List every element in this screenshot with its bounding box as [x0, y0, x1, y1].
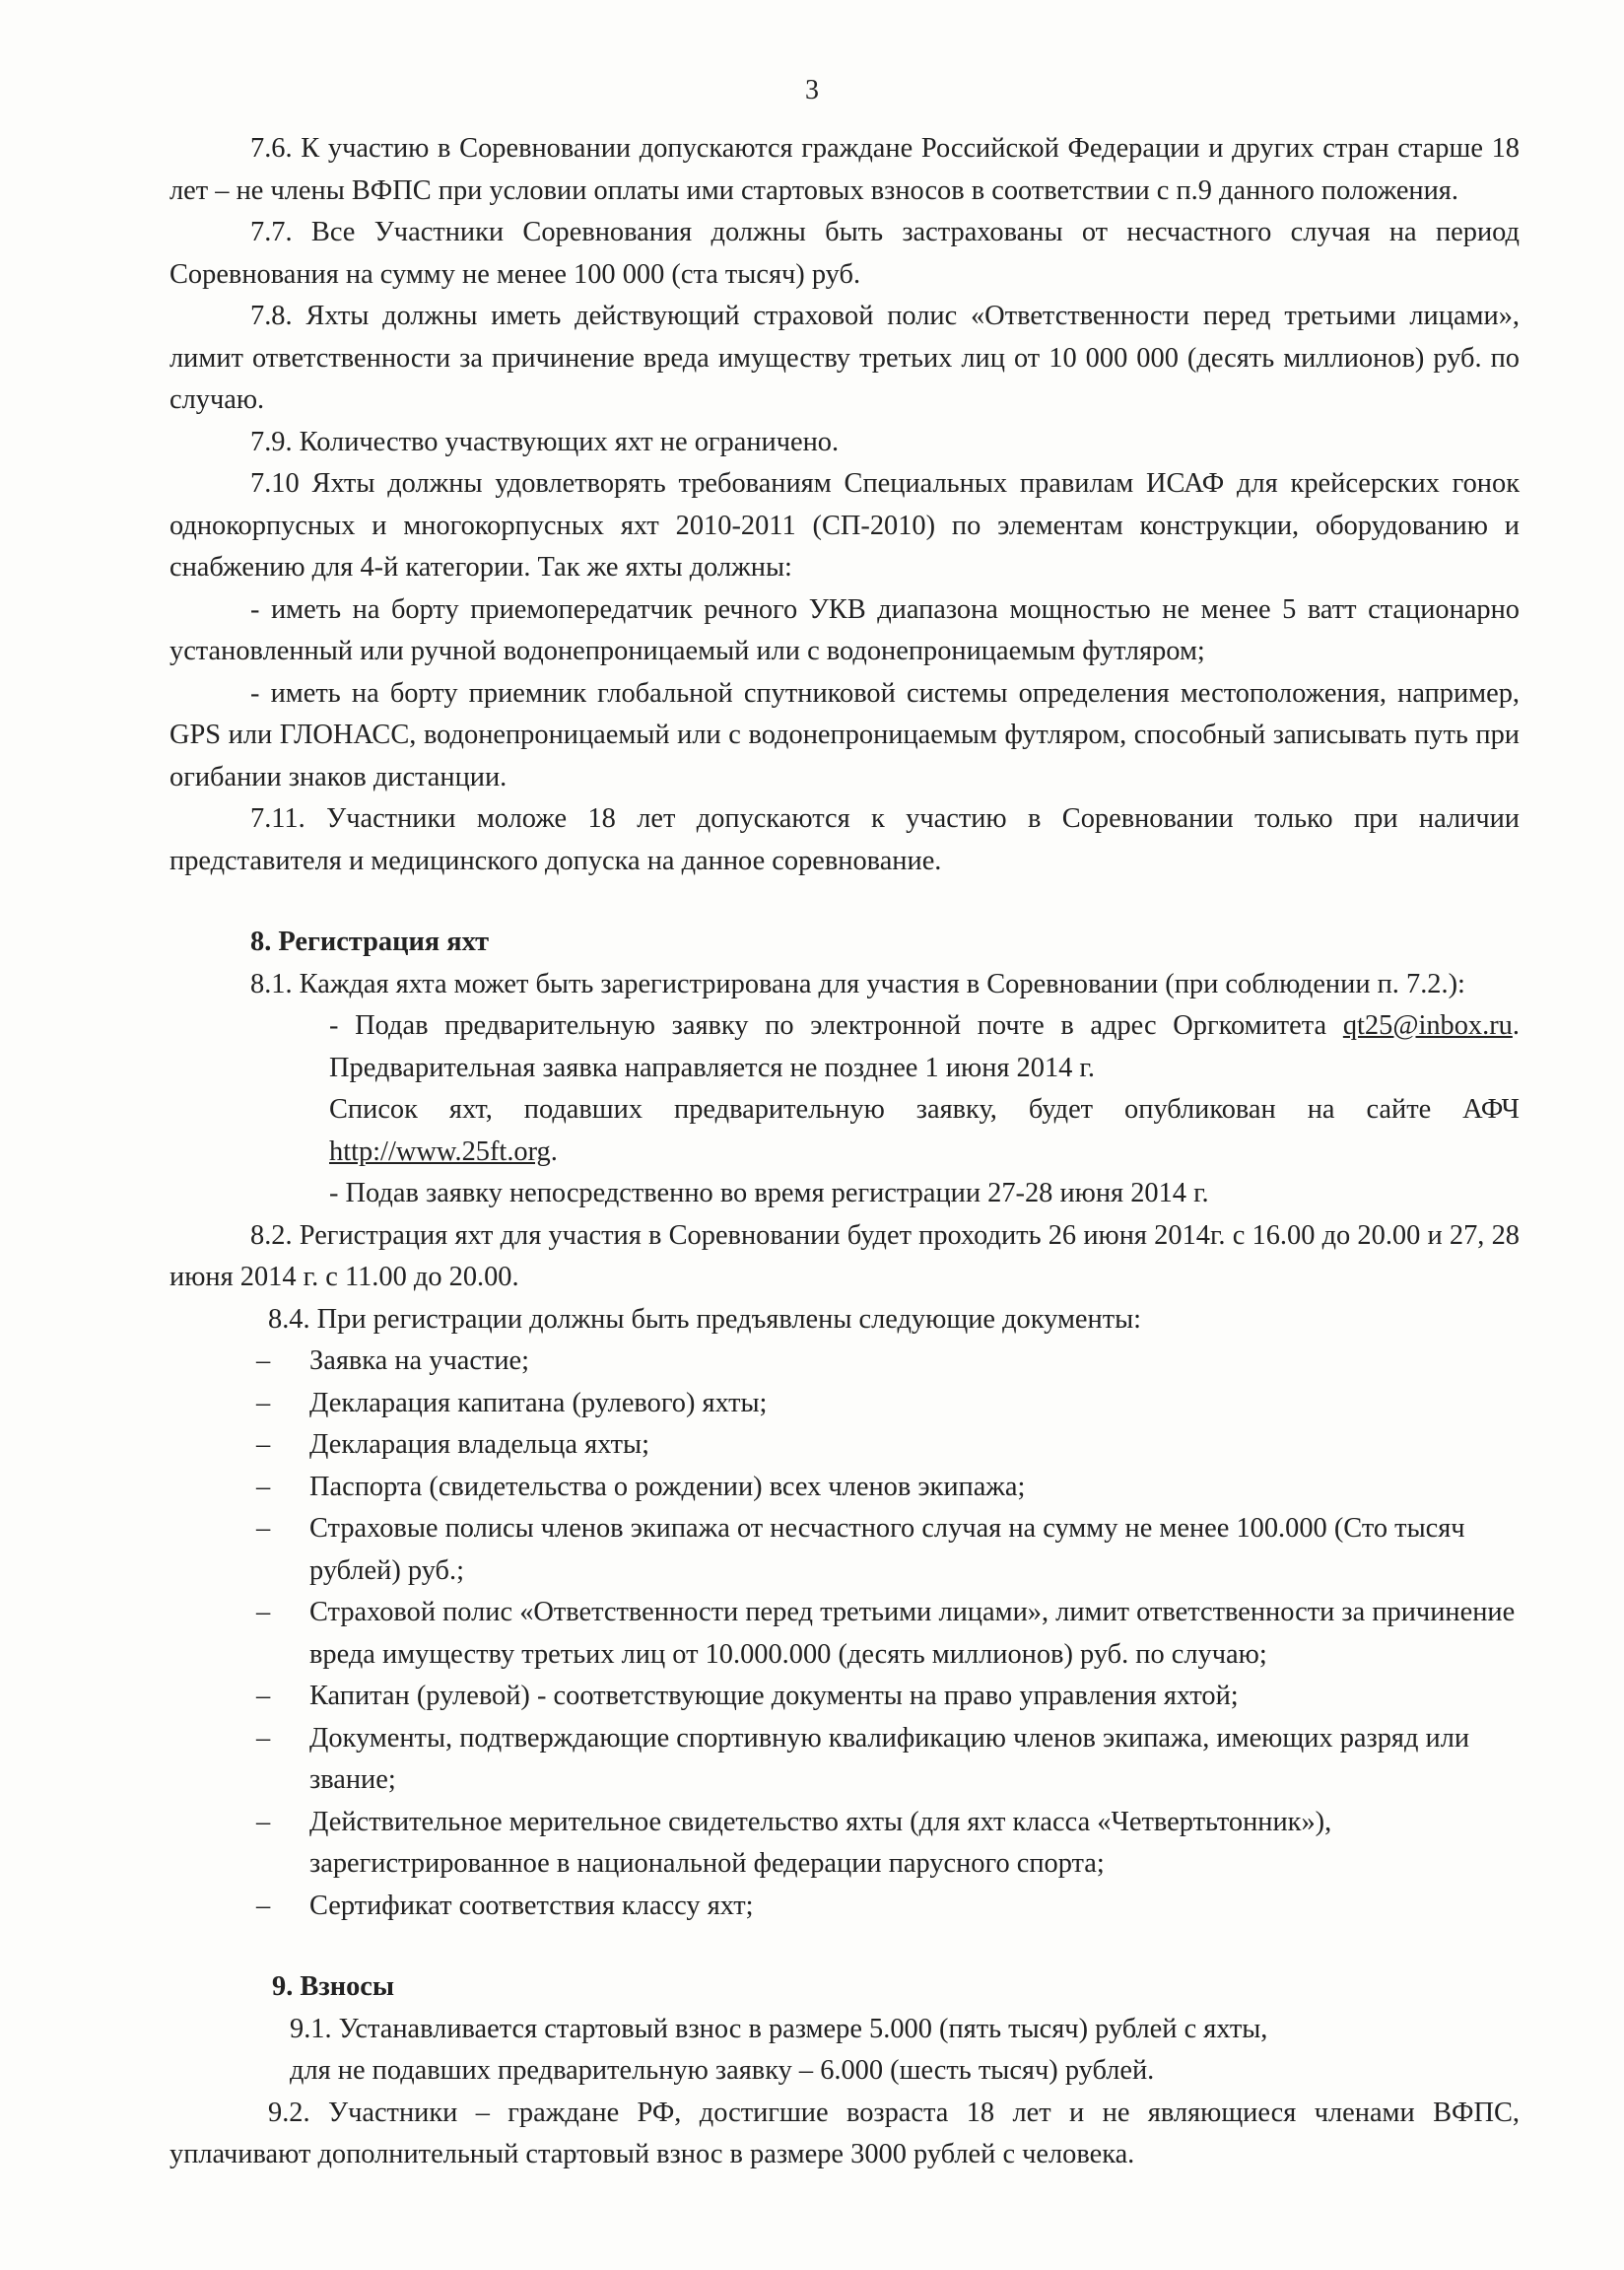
clause-7-9: 7.9. Количество участвующих яхт не ограничено.	[250, 426, 840, 457]
clause-9-2: 9.2. Участники – граждане РФ, достигшие возраста 18 лет и не являющиеся членами ВФПС, уплачивают дополнительный стартовый взнос в размере 3000 рублей с человека.	[169, 2097, 1520, 2169]
document-item-text: Паспорта (свидетельства о рождении) всех членов экипажа;	[309, 1471, 1026, 1502]
clause-8-4: 8.4. При регистрации должны быть предъявлены следующие документы:	[268, 1303, 1142, 1335]
list-item	[169, 1508, 1520, 1592]
section-8-heading: 8. Регистрация яхт	[250, 927, 490, 957]
document-body	[169, 128, 1520, 2176]
section-9-heading: 9. Взносы	[272, 1971, 395, 2002]
document-item-text: Сертификат соответствия классу яхт;	[309, 1890, 754, 1921]
list-item	[169, 1383, 1520, 1425]
email-option-deadline: . Предварительная заявка направляется не позднее 1 июня 2014 г.	[329, 1010, 1520, 1083]
email-option-text: - Подав предварительную заявку по электронной почте в адрес Оргкомитета	[329, 1010, 1327, 1041]
published-list-period: .	[550, 1135, 558, 1167]
document-item-text: Заявка на участие;	[309, 1345, 530, 1376]
dash-marker: –	[256, 1890, 271, 1921]
document-item-text: Действительное мерительное свидетельство яхты (для яхт класса «Четвертьтонник»), зарегистрированное в национальной федерации парусного спорта;	[309, 1806, 1332, 1879]
dash-marker: –	[256, 1681, 271, 1711]
clause-8-2: 8.2. Регистрация яхт для участия в Соревновании будет проходить 26 июня 2014г. с 16.00 до 20.00 и 27, 28 июня 2014 г. с 11.00 до 20.00.	[169, 1219, 1520, 1292]
clause-9-1-line-2: для не подавших предварительную заявку – 6.000 (шесть тысяч) рублей.	[290, 2055, 1155, 2086]
list-item	[169, 1341, 1520, 1383]
dash-marker: –	[256, 1722, 271, 1754]
clause-7-10-radio: - иметь на борту приемопередатчик речного УКВ диапазона мощностью не менее 5 ватт стационарно установленный или ручной водонепроницаемый или с водонепроницаемым футляром;	[169, 593, 1520, 666]
clause-7-8: 7.8. Яхты должны иметь действующий страховой полис «Ответственности перед третьими лицами», лимит ответственности за причинение вреда имуществу третьих лиц от 10 000 000 (десять миллионов) руб. по случаю.	[169, 301, 1520, 415]
published-list-text: Список яхт, подавших предварительную заявку, будет опубликован на сайте АФЧ	[329, 1094, 1520, 1125]
organizer-email-link[interactable]: qt25@inbox.ru	[1342, 1010, 1513, 1041]
list-item	[169, 1718, 1520, 1802]
clause-7-10: 7.10 Яхты должны удовлетворять требованиям Специальных правилам ИСАФ для крейсерских гонок однокорпусных и многокорпусных яхт 2010-2011 (СП-2010) по элементам конструкции, оборудованию и снабжению для 4-й категории. Так же яхты должны:	[169, 468, 1520, 583]
dash-marker: –	[256, 1597, 271, 1627]
clause-8-1-onsite-option: - Подав заявку непосредственно во время регистрации 27-28 июня 2014 г.	[329, 1178, 1209, 1208]
dash-marker: –	[256, 1513, 271, 1544]
list-item	[169, 1676, 1520, 1718]
clause-8-1-email-option	[169, 1005, 1520, 1089]
dash-marker: –	[256, 1806, 271, 1837]
clause-8-1-list-published	[169, 1089, 1520, 1173]
list-item	[169, 1886, 1520, 1928]
document-item-text: Страховой полис «Ответственности перед третьими лицами», лимит ответственности за причинение вреда имуществу третьих лиц от 10.000.000 (десять миллионов) руб. по случаю;	[309, 1597, 1516, 1670]
dash-marker: –	[256, 1429, 271, 1460]
document-item-text: Декларация капитана (рулевого) яхты;	[309, 1387, 768, 1418]
required-documents-list	[169, 1341, 1520, 1927]
clause-9-1-line-1: 9.1. Устанавливается стартовый взнос в размере 5.000 (пять тысяч) рублей с яхты,	[290, 2013, 1268, 2044]
list-item	[169, 1424, 1520, 1467]
clause-7-11: 7.11. Участники моложе 18 лет допускаются к участию в Соревновании только при наличии представителя и медицинского допуска на данное соревнование.	[169, 803, 1520, 876]
clause-7-7: 7.7. Все Участники Соревнования должны быть застрахованы от несчастного случая на период Соревнования на сумму не менее 100 000 (ста тысяч) руб.	[169, 217, 1520, 290]
clause-8-1: 8.1. Каждая яхта может быть зарегистрирована для участия в Соревновании (при соблюдении п. 7.2.):	[250, 968, 1465, 999]
dash-marker: –	[256, 1471, 271, 1502]
page-number: 3	[805, 75, 819, 105]
document-item-text: Капитан (рулевой) - соответствующие документы на право управления яхтой;	[309, 1681, 1239, 1711]
dash-marker: –	[256, 1345, 271, 1376]
clause-7-10-gps: - иметь на борту приемник глобальной спутниковой системы определения местоположения, например, GPS или ГЛОНАСС, водонепроницаемый или с водонепроницаемым футляром, способный записывать путь при огибании знаков дистанции.	[169, 677, 1520, 792]
list-item	[169, 1467, 1520, 1509]
list-item	[169, 1592, 1520, 1676]
dash-marker: –	[256, 1387, 271, 1418]
document-item-text: Страховые полисы членов экипажа от несчастного случая на сумму не менее 100.000 (Сто тысяч рублей) руб.;	[309, 1513, 1465, 1586]
document-item-text: Декларация владельца яхты;	[309, 1429, 649, 1460]
document-item-text: Документы, подтверждающие спортивную квалификацию членов экипажа, имеющих разряд или звание;	[309, 1722, 1470, 1795]
clause-7-6: 7.6. К участию в Соревновании допускаются граждане Российской Федерации и других стран старше 18 лет – не члены ВФПС при условии оплаты ими стартовых взносов в соответствии с п.9 данного положения.	[169, 133, 1520, 206]
list-item	[169, 1802, 1520, 1886]
afch-website-link[interactable]: http://www.25ft.org	[329, 1135, 551, 1167]
